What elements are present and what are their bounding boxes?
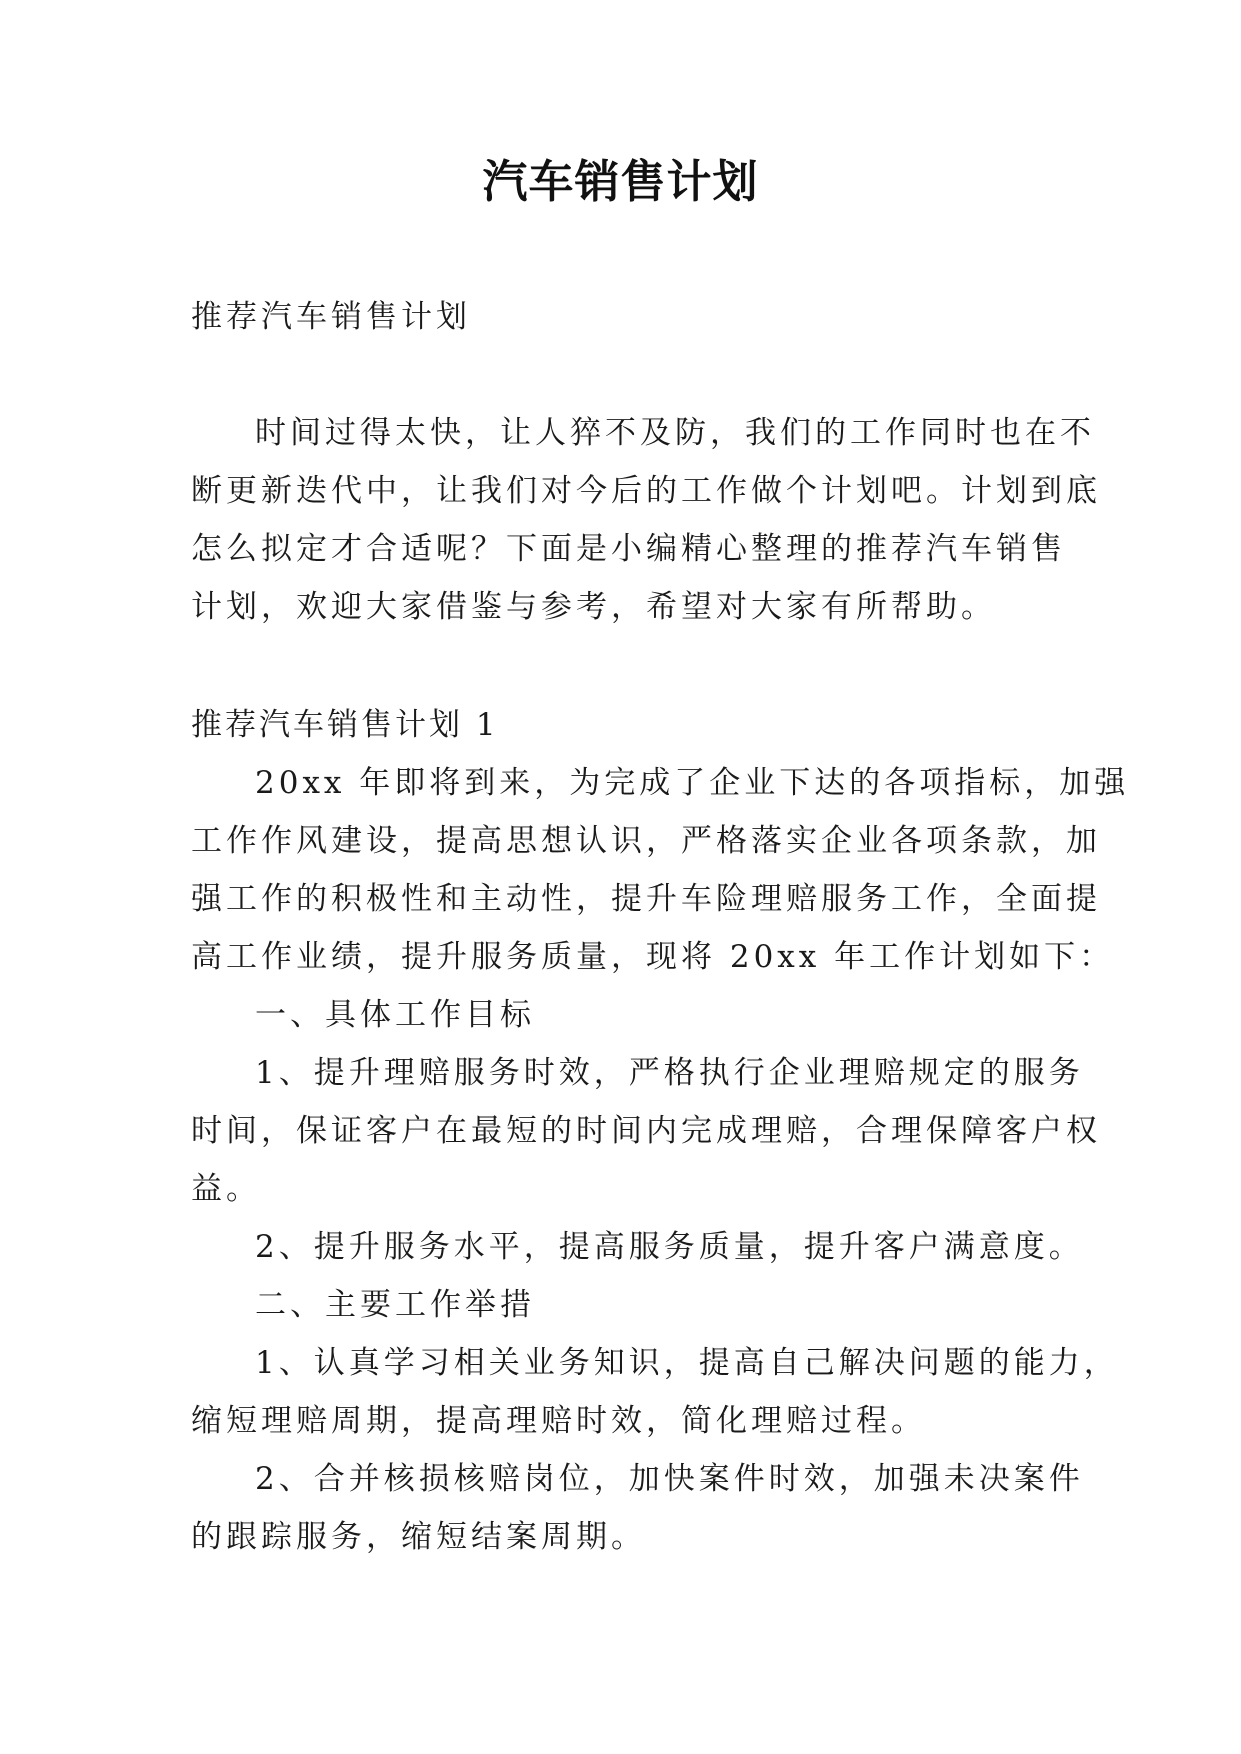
body-line: 的跟踪服务，缩短结案周期。 bbox=[191, 1519, 646, 1555]
body-line: 一、具体工作目标 bbox=[255, 997, 535, 1033]
body-line: 益。 bbox=[191, 1171, 261, 1207]
paragraph-gap bbox=[191, 636, 1071, 696]
document-subtitle: 推荐汽车销售计划 bbox=[191, 299, 471, 335]
body-line: 高工作业绩，提升服务质量，现将 20xx 年工作计划如下： bbox=[191, 939, 1115, 975]
body-line: 2、合并核损核赔岗位，加快案件时效，加强未决案件 bbox=[255, 1461, 1084, 1497]
intro-line: 计划，欢迎大家借鉴与参考，希望对大家有所帮助。 bbox=[191, 589, 996, 625]
body-line: 强工作的积极性和主动性，提升车险理赔服务工作，全面提 bbox=[191, 881, 1101, 917]
document-body bbox=[191, 288, 1130, 1566]
intro-line: 怎么拟定才合适呢？下面是小编精心整理的推荐汽车销售 bbox=[191, 531, 1066, 567]
body-line: 缩短理赔周期，提高理赔时效，简化理赔过程。 bbox=[191, 1403, 926, 1439]
intro-line: 断更新迭代中，让我们对今后的工作做个计划吧。计划到底 bbox=[191, 473, 1101, 509]
document-title: 汽车销售计划 bbox=[482, 155, 759, 208]
section-title: 推荐汽车销售计划 1 bbox=[191, 707, 499, 743]
intro-line: 时间过得太快，让人猝不及防，我们的工作同时也在不 bbox=[255, 415, 1095, 451]
body-line: 20xx 年即将到来，为完成了企业下达的各项指标，加强 bbox=[255, 765, 1130, 801]
body-line: 时间，保证客户在最短的时间内完成理赔，合理保障客户权 bbox=[191, 1113, 1101, 1149]
body-line: 二、主要工作举措 bbox=[255, 1287, 535, 1323]
body-line: 2、提升服务水平，提高服务质量，提升客户满意度。 bbox=[255, 1229, 1084, 1265]
body-line: 1、认真学习相关业务知识，提高自己解决问题的能力， bbox=[255, 1345, 1119, 1381]
body-line: 工作作风建设，提高思想认识，严格落实企业各项条款，加 bbox=[191, 823, 1101, 859]
intro-paragraph bbox=[191, 404, 1101, 636]
section-body bbox=[191, 754, 1130, 1566]
body-line: 1、提升理赔服务时效，严格执行企业理赔规定的服务 bbox=[255, 1055, 1084, 1091]
